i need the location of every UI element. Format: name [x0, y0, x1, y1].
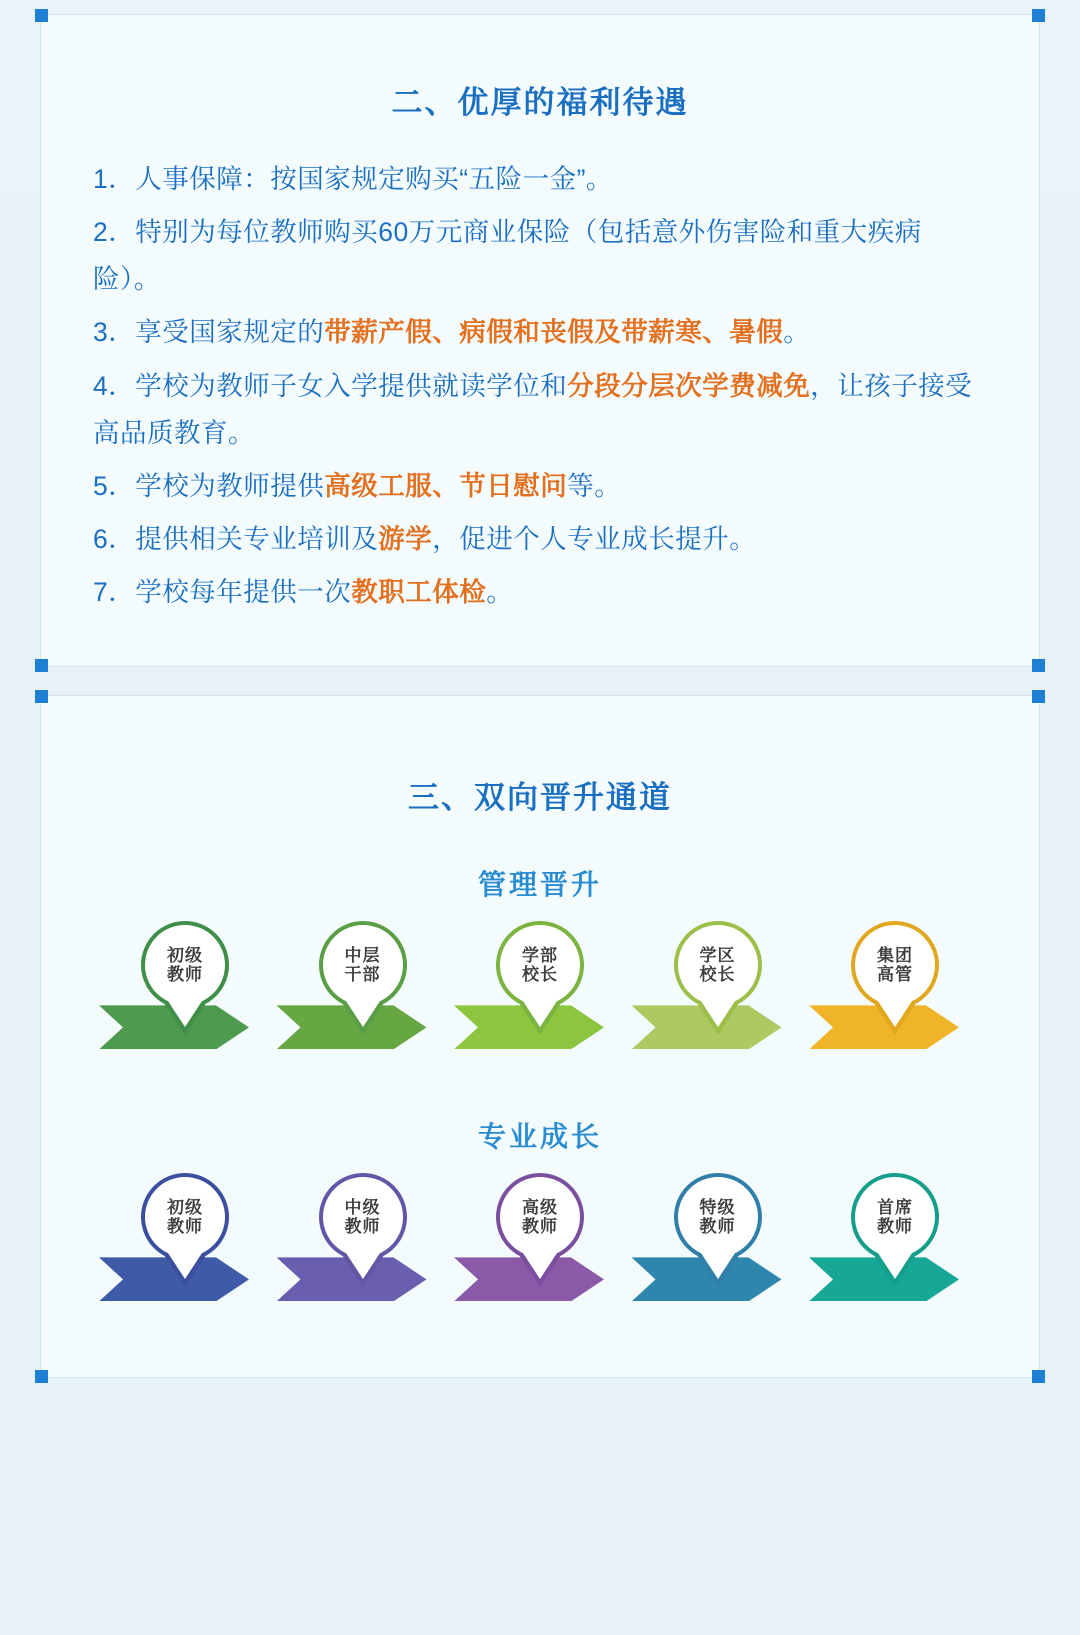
corner-marker-bottom-left [35, 1370, 48, 1383]
ladder-step-label-line1: 中层 [344, 946, 381, 966]
benefit-text: 。 [486, 577, 514, 608]
benefit-highlight-text: 游学 [378, 524, 433, 555]
benefit-text: ，促进个人专业成长提升。 [432, 524, 757, 555]
ladder-pin-wrap [809, 1173, 981, 1261]
ladder-pin-icon [674, 921, 762, 1009]
benefit-item [93, 569, 987, 616]
ladder-step-label-line1: 中级 [344, 1198, 381, 1218]
ladder-pin-icon [496, 1173, 584, 1261]
corner-marker-top-left [35, 9, 48, 22]
ladder-step-label-line1: 集团 [877, 946, 913, 966]
ladder-step[interactable] [454, 921, 626, 1071]
benefits-list [93, 156, 987, 616]
ladder-pin-wrap [99, 1173, 271, 1261]
benefit-text: 2．特别为每位教师购买60万元商业保险（包括意外伤害险和重大疾病险）。 [93, 217, 922, 295]
ladder-step[interactable] [277, 921, 449, 1071]
ladder-pin-icon [851, 1173, 939, 1261]
corner-marker-top-left [35, 690, 48, 703]
corner-marker-bottom-left [35, 659, 48, 672]
benefit-text: 7．学校每年提供一次 [93, 577, 352, 608]
ladder-step-label-line1: 初级 [167, 946, 203, 966]
ladder-step-label-line2: 教师 [522, 1217, 558, 1237]
promotion-ladders [93, 863, 987, 1333]
benefit-text: 3．享受国家规定的 [93, 317, 325, 348]
ladder-block [93, 1115, 987, 1333]
corner-marker-bottom-right [1032, 659, 1045, 672]
ladder-step-label-line2: 校长 [522, 965, 558, 985]
ladder-pin-wrap [277, 921, 449, 1009]
ladder-heading: 管理晋升 [477, 869, 602, 901]
ladder-step-label-line2: 教师 [877, 1217, 913, 1237]
ladder-pin-icon [851, 921, 939, 1009]
ladder-step-label-line2: 教师 [344, 1217, 381, 1237]
ladder-step[interactable] [632, 1173, 804, 1323]
ladder-step-label-line1: 高级 [522, 1198, 558, 1218]
ladder-step-label-line1: 首席 [877, 1198, 913, 1218]
ladder-step[interactable] [454, 1173, 626, 1323]
ladder-pin-wrap [277, 1173, 449, 1261]
ladder-steps [93, 1173, 987, 1333]
ladder-step[interactable] [99, 921, 271, 1071]
ladder-step-label-line2: 校长 [699, 965, 736, 985]
ladder-pin-wrap [632, 1173, 804, 1261]
benefits-section-title: 二、优厚的福利待遇 [391, 85, 689, 120]
ladder-steps [93, 921, 987, 1081]
ladder-pin-wrap [454, 921, 626, 1009]
ladder-block [93, 863, 987, 1081]
corner-marker-top-right [1032, 9, 1045, 22]
benefit-item [93, 463, 987, 510]
benefit-item [93, 516, 987, 563]
benefit-item [93, 209, 987, 303]
benefit-highlight-text: 分段分层次学费减免 [567, 370, 811, 401]
benefit-item [93, 363, 987, 457]
ladder-pin-icon [319, 1173, 407, 1261]
ladder-step[interactable] [632, 921, 804, 1071]
ladder-step-label-line1: 特级 [699, 1198, 736, 1218]
ladder-step-label-line2: 干部 [344, 965, 381, 985]
benefit-highlight-text: 高级工服、节日慰问 [324, 470, 568, 501]
ladder-pin-icon [496, 921, 584, 1009]
ladder-pin-wrap [809, 921, 981, 1009]
benefit-highlight-text: 带薪产假、病假和丧假及带薪寒、暑假 [324, 317, 784, 348]
benefit-text: 。 [783, 317, 811, 348]
benefit-text: 5．学校为教师提供 [93, 470, 325, 501]
benefit-text: 1．人事保障：按国家规定购买“五险一金”。 [93, 164, 613, 194]
ladder-heading: 专业成长 [477, 1121, 602, 1153]
ladder-step-label-line2: 教师 [167, 1217, 203, 1237]
ladder-step[interactable] [809, 921, 981, 1071]
benefit-text: 6．提供相关专业培训及 [93, 524, 379, 555]
corner-marker-bottom-right [1032, 1370, 1045, 1383]
ladder-pin-wrap [632, 921, 804, 1009]
promotion-section-title: 三、双向晋升通道 [408, 780, 672, 816]
ladder-pin-wrap [99, 921, 271, 1009]
ladder-step[interactable] [277, 1173, 449, 1323]
benefit-text: 4．学校为教师子女入学提供就读学位和 [93, 370, 568, 401]
ladder-pin-icon [141, 921, 229, 1009]
ladder-step-label-line2: 高管 [877, 965, 913, 985]
ladder-step-label-line2: 教师 [167, 965, 203, 985]
ladder-step-label-line1: 学部 [522, 946, 558, 966]
ladder-step[interactable] [99, 1173, 271, 1323]
benefit-highlight-text: 教职工体检 [351, 577, 487, 608]
benefit-item [93, 156, 987, 203]
benefits-card [40, 14, 1040, 667]
ladder-pin-icon [674, 1173, 762, 1261]
corner-marker-top-right [1032, 690, 1045, 703]
ladder-pin-icon [141, 1173, 229, 1261]
ladder-pin-icon [319, 921, 407, 1009]
benefit-text: ，让孩子接受高品质教育。 [93, 370, 973, 448]
benefit-item [93, 309, 987, 356]
benefit-text: 等。 [567, 470, 622, 501]
ladder-step-label-line1: 学区 [699, 946, 736, 966]
ladder-step-label-line1: 初级 [167, 1198, 203, 1218]
ladder-step-label-line2: 教师 [699, 1217, 736, 1237]
promotion-card [40, 695, 1040, 1378]
ladder-step[interactable] [809, 1173, 981, 1323]
ladder-pin-wrap [454, 1173, 626, 1261]
